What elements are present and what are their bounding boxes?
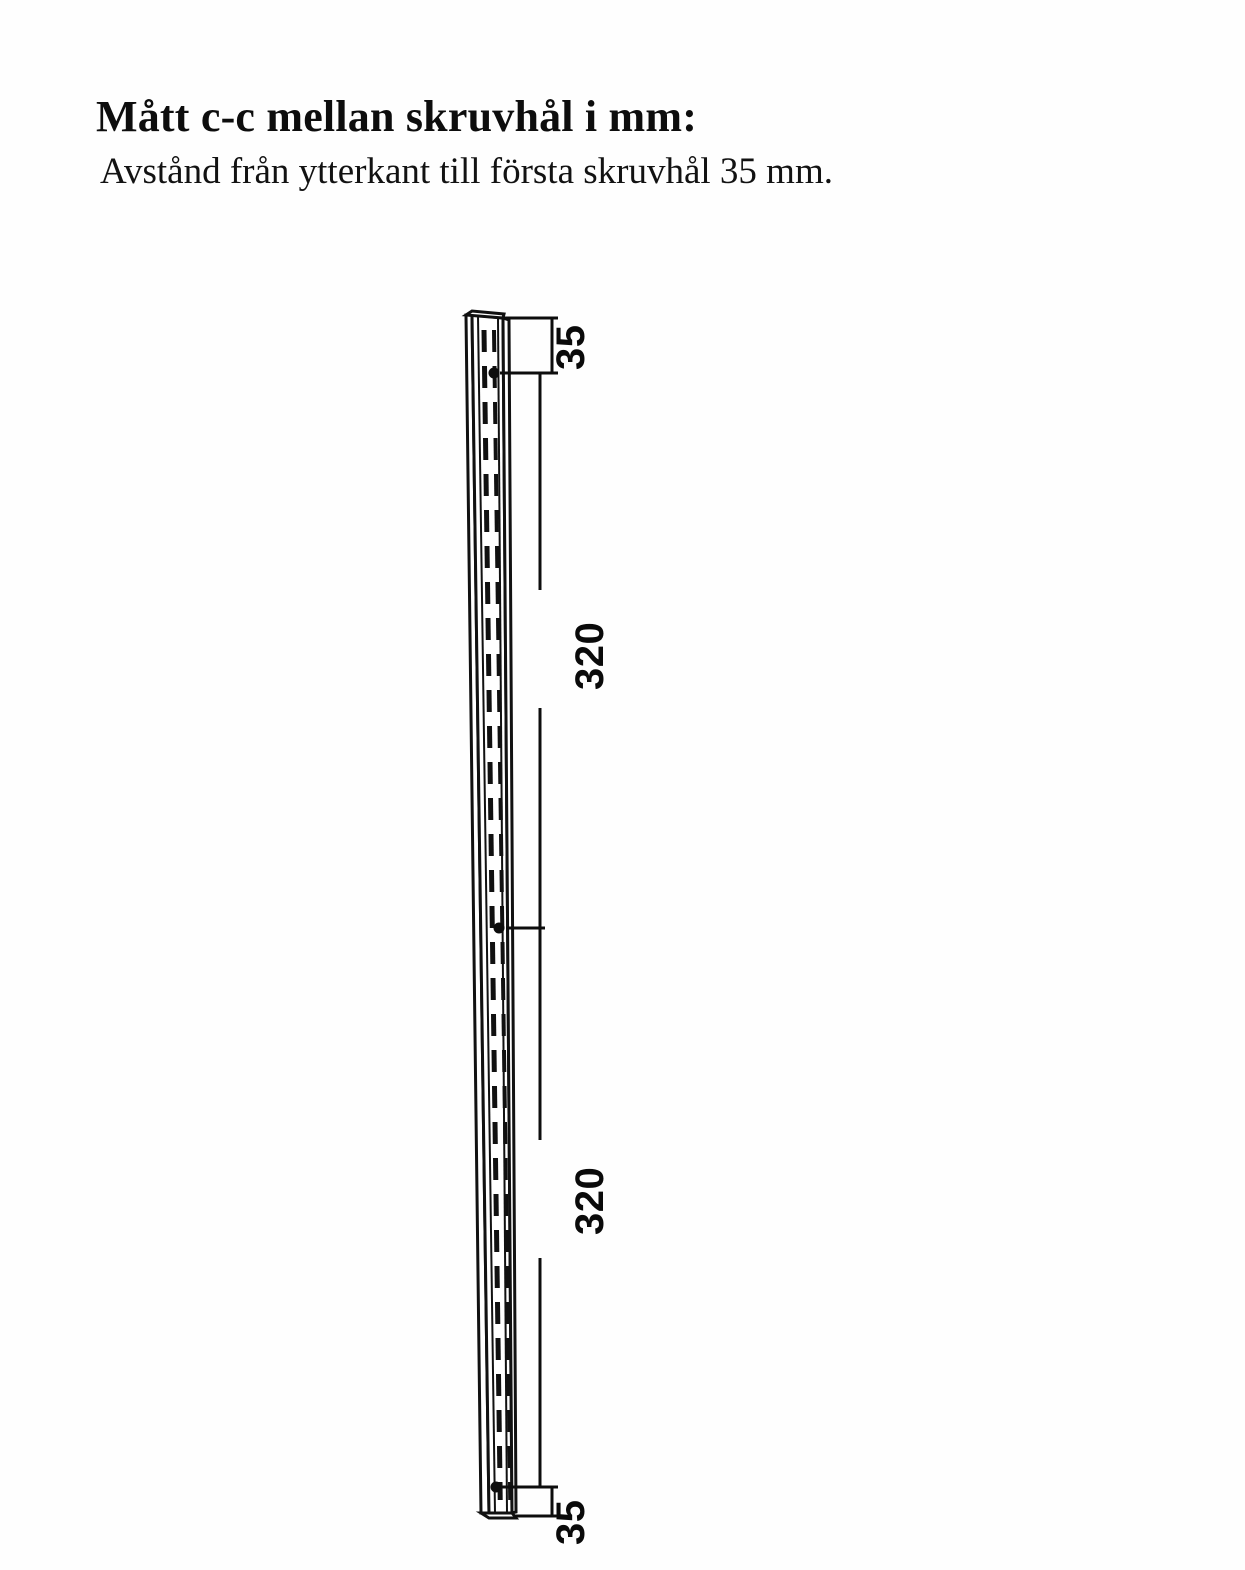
screw-hole-middle [494, 923, 505, 934]
dim-label-320-lower: 320 [568, 1166, 612, 1235]
screw-hole-top [489, 368, 500, 379]
dim-label-35-bottom: 35 [549, 1499, 593, 1545]
page-subtitle: Avstånd från ytterkant till första skruvhål 35 mm. [100, 151, 833, 193]
dim-label-320-upper: 320 [568, 621, 612, 690]
page-title: Mått c-c mellan skruvhål i mm: [96, 92, 698, 141]
dim-label-35-top: 35 [549, 324, 593, 370]
screw-hole-bottom [491, 1482, 502, 1493]
